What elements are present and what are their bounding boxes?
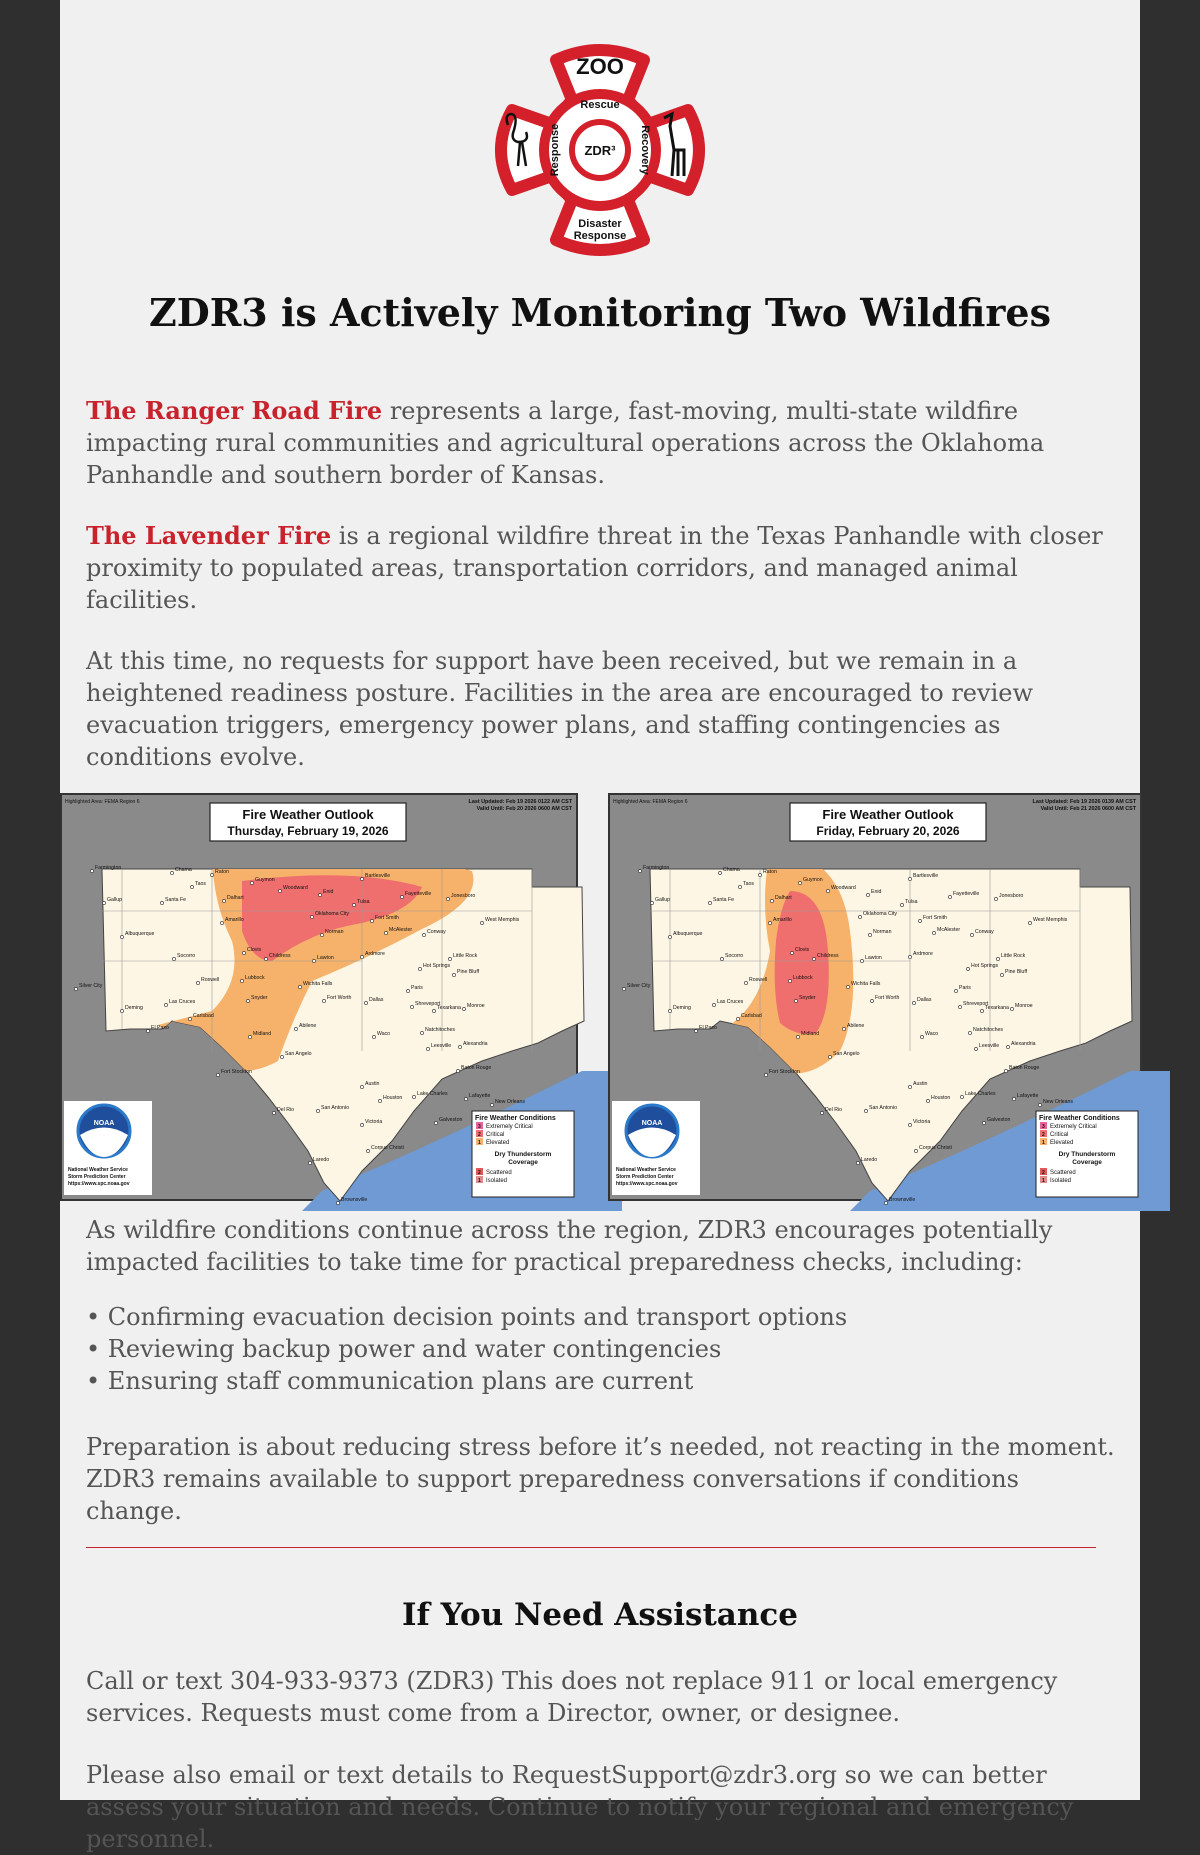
legend-label: Scattered: [1050, 1170, 1076, 1176]
city-label: Lafayette: [1017, 1093, 1039, 1099]
city-label: Taos: [195, 881, 206, 887]
city-label: Las Cruces: [717, 999, 744, 1005]
map-canvas: [610, 795, 1140, 1203]
map-title: Fire Weather Outlook: [822, 807, 954, 822]
closing-paragraph: Preparation is about reducing stress before it’s needed, not reacting in the moment. ZDR3 remains available to support preparedness conversations if conditions change.: [86, 1433, 1115, 1525]
city-label: Alexandria: [463, 1041, 488, 1047]
legend-code: 1: [478, 1140, 481, 1146]
city-label: McAlester: [389, 927, 413, 933]
city-label: El Paso: [151, 1025, 169, 1031]
city-label: Paris: [411, 985, 423, 991]
list-item: • Ensuring staff communication plans are current: [86, 1365, 1116, 1397]
city-label: Roswell: [201, 977, 220, 983]
legend-label: Elevated: [1050, 1140, 1074, 1146]
city-label: Oklahoma City: [863, 911, 898, 917]
city-label: Santa Fe: [165, 897, 187, 903]
city-label: Brownsville: [889, 1197, 916, 1203]
noaa-badge-text: NOAA: [93, 1120, 115, 1127]
lavender-fire-paragraph: [86, 520, 1116, 616]
city-label: El Paso: [699, 1025, 717, 1031]
legend-title: Fire Weather Conditions: [1039, 1115, 1120, 1122]
city-label: Dallas: [369, 997, 384, 1003]
city-label: Wichita Falls: [851, 981, 881, 987]
city-label: Enid: [871, 889, 882, 895]
legend-code: 1: [478, 1178, 481, 1184]
city-label: Las Cruces: [169, 999, 196, 1005]
fire-weather-map-friday: [608, 793, 1142, 1201]
city-label: Shreveport: [415, 1001, 441, 1007]
city-label: Laredo: [861, 1157, 878, 1163]
city-label: Austin: [365, 1081, 380, 1087]
city-label: Dallas: [917, 997, 932, 1003]
map-last-updated: Last Updated: Feb 19 2026 0139 AM CST: [1032, 799, 1136, 805]
city-label: New Orleans: [495, 1099, 525, 1105]
city-label: Tulsa: [357, 899, 370, 905]
map-date: Thursday, February 19, 2026: [227, 824, 389, 838]
city-label: Lafayette: [469, 1093, 491, 1099]
assistance-email-text: Please also email or text details to RequestSupport@zdr3.org so we can better assess your situation and needs. Continue to notify your regional and emergency personnel.: [86, 1761, 1074, 1853]
city-label: Carlsbad: [741, 1013, 762, 1019]
legend-code: 2: [478, 1170, 481, 1176]
city-label: Amarillo: [225, 917, 244, 923]
newsletter-page: [60, 0, 1140, 1853]
city-label: Woodward: [831, 885, 856, 891]
city-label: Raton: [763, 869, 777, 875]
city-label: Lubbock: [793, 975, 813, 981]
city-label: Brownsville: [341, 1197, 368, 1203]
city-label: Lubbock: [245, 975, 265, 981]
city-label: San Angelo: [833, 1051, 860, 1057]
map-header-left: Highlighted Area: FEMA Region 6: [613, 799, 688, 805]
status-paragraph: At this time, no requests for support have been received, but we remain in a heightened readiness posture. Facilities in the area are encouraged to review evacuation triggers, emergency power plans, and staffing contingencies as conditions evolve.: [86, 647, 1033, 771]
fire-name: The Lavender Fire: [86, 521, 332, 550]
city-label: San Antonio: [869, 1105, 897, 1111]
city-label: Woodward: [283, 885, 308, 891]
city-label: Shreveport: [963, 1001, 989, 1007]
city-label: Enid: [323, 889, 334, 895]
noaa-url: https://www.spc.noaa.gov: [616, 1181, 678, 1187]
ranger-road-fire-paragraph: [86, 395, 1116, 491]
city-label: Leesville: [431, 1043, 452, 1049]
logo-center-text: ZDR³: [584, 143, 616, 158]
city-label: Midland: [801, 1031, 820, 1037]
logo-response-text: Response: [549, 123, 561, 177]
city-label: Socorro: [177, 953, 196, 959]
legend-label: Isolated: [1050, 1178, 1072, 1184]
city-label: Waco: [377, 1031, 391, 1037]
city-label: Santa Fe: [713, 897, 735, 903]
city-label: Dalhart: [775, 895, 792, 901]
city-label: Ardmore: [365, 951, 385, 957]
city-label: Tulsa: [905, 899, 918, 905]
fire-name: The Ranger Road Fire: [86, 396, 383, 425]
city-label: Silver City: [79, 983, 103, 989]
city-label: Amarillo: [773, 917, 792, 923]
legend-label: Critical: [1050, 1132, 1069, 1138]
city-label: Del Rio: [277, 1107, 295, 1113]
city-label: Alexandria: [1011, 1041, 1036, 1047]
city-label: Baton Rouge: [1009, 1065, 1040, 1071]
map-legend: [1036, 1111, 1138, 1197]
city-label: Farmington: [95, 865, 122, 871]
city-label: Texarkana: [437, 1005, 461, 1011]
map-title: Fire Weather Outlook: [242, 807, 374, 822]
noaa-line1: National Weather Service: [68, 1167, 128, 1173]
logo-zoo-text: ZOO: [576, 54, 624, 79]
map-canvas: [62, 795, 576, 1203]
city-label: Fort Smith: [923, 915, 947, 921]
map-last-updated: Last Updated: Feb 19 2026 0122 AM CST: [468, 799, 572, 805]
fire-description: represents a large, fast-moving, multi-state wildfire impacting rural communities and agricultural operations across the Oklahoma Panhandle and southern border of Kansas.: [86, 397, 1045, 489]
fire-description: is a regional wildfire threat in the Texas Panhandle with closer proximity to populated areas, transportation corridors, and managed animal facilities.: [86, 522, 1103, 614]
city-label: Hot Springs: [423, 963, 451, 969]
city-label: Oklahoma City: [315, 911, 350, 917]
city-label: Fort Smith: [375, 915, 399, 921]
city-label: Deming: [673, 1005, 691, 1011]
city-label: Wichita Falls: [303, 981, 333, 987]
checks-intro: As wildfire conditions continue across the region, ZDR3 encourages potentially impacted facilities to take time for practical preparedness checks, including:: [86, 1216, 1053, 1276]
city-label: Farmington: [643, 865, 670, 871]
noaa-line2: Storm Prediction Center: [616, 1174, 674, 1180]
city-label: Roswell: [749, 977, 768, 983]
city-label: Albuquerque: [673, 931, 703, 937]
legend-code: 3: [478, 1124, 481, 1130]
city-label: Baton Rouge: [461, 1065, 492, 1071]
city-label: Chama: [175, 867, 192, 873]
city-label: Del Rio: [825, 1107, 843, 1113]
city-label: Fort Worth: [327, 995, 352, 1001]
city-label: Norman: [873, 929, 892, 935]
noaa-logo-icon: [64, 1101, 152, 1195]
noaa-badge-text: NOAA: [641, 1120, 663, 1127]
city-label: Snyder: [799, 995, 816, 1001]
city-label: West Memphis: [1033, 917, 1068, 923]
city-label: Guymon: [255, 877, 275, 883]
noaa-line2: Storm Prediction Center: [68, 1174, 126, 1180]
logo-disaster-text: Disaster: [578, 218, 622, 230]
city-label: Fayetteville: [953, 891, 980, 897]
legend-code: 3: [1042, 1124, 1045, 1130]
city-label: Fort Stockton: [221, 1069, 252, 1075]
city-label: Natchitoches: [973, 1027, 1003, 1033]
city-label: Midland: [253, 1031, 272, 1037]
map-legend: [472, 1111, 574, 1197]
legend-title: Fire Weather Conditions: [475, 1115, 556, 1122]
map-valid-until: Valid Until: Feb 21 2026 0600 AM CST: [1040, 806, 1136, 812]
city-label: Galveston: [439, 1117, 463, 1123]
city-label: Clovis: [247, 947, 262, 953]
city-label: Fort Worth: [875, 995, 900, 1001]
city-label: Bartlesville: [913, 873, 939, 879]
city-label: Texarkana: [985, 1005, 1009, 1011]
city-label: Silver City: [627, 983, 651, 989]
city-label: Monroe: [467, 1003, 485, 1009]
city-label: Albuquerque: [125, 931, 155, 937]
city-label: Fayetteville: [405, 891, 432, 897]
city-label: Gallup: [107, 897, 122, 903]
list-item: • Reviewing backup power and water contingencies: [86, 1333, 1116, 1365]
assistance-call-text: Call or text 304-933-9373 (ZDR3) This does not replace 911 or local emergency services. Requests must come from a Director, owner, or designee.: [86, 1667, 1058, 1727]
noaa-url: https://www.spc.noaa.gov: [68, 1181, 130, 1187]
city-label: Pine Bluff: [457, 969, 480, 975]
logo-recovery-text: Recovery: [639, 125, 651, 175]
city-label: Childress: [817, 953, 839, 959]
city-label: Chama: [723, 867, 740, 873]
city-label: Abilene: [299, 1023, 317, 1029]
page-title: ZDR3 is Actively Monitoring Two Wildfires: [149, 290, 1051, 335]
map-valid-until: Valid Until: Feb 20 2026 0600 AM CST: [476, 806, 572, 812]
maltese-cross-logo: [478, 30, 722, 270]
city-label: Gallup: [655, 897, 670, 903]
map-date: Friday, February 20, 2026: [816, 824, 960, 838]
legend-code: 2: [478, 1132, 481, 1138]
city-label: Childress: [269, 953, 291, 959]
noaa-line1: National Weather Service: [616, 1167, 676, 1173]
city-label: Corpus Christi: [371, 1145, 404, 1151]
city-label: San Angelo: [285, 1051, 312, 1057]
legend-label: Critical: [486, 1132, 505, 1138]
legend-label: Scattered: [486, 1170, 512, 1176]
city-label: Conway: [427, 929, 446, 935]
city-label: Carlsbad: [193, 1013, 214, 1019]
city-label: Lawton: [317, 955, 334, 961]
city-label: Raton: [215, 869, 229, 875]
city-label: Natchitoches: [425, 1027, 455, 1033]
city-label: Jonesboro: [451, 893, 476, 899]
city-label: Lawton: [865, 955, 882, 961]
city-label: Deming: [125, 1005, 143, 1011]
legend-code: 2: [1042, 1132, 1045, 1138]
assistance-heading: If You Need Assistance: [401, 1597, 799, 1633]
city-label: Monroe: [1015, 1003, 1033, 1009]
city-label: Dalhart: [227, 895, 244, 901]
logo-response2-text: Response: [573, 230, 627, 242]
city-label: Victoria: [365, 1119, 383, 1125]
fire-weather-map-thursday: [60, 793, 578, 1201]
city-label: Lake Charles: [417, 1091, 448, 1097]
city-label: Socorro: [725, 953, 744, 959]
city-label: McAlester: [937, 927, 961, 933]
city-label: Clovis: [795, 947, 810, 953]
city-label: Ardmore: [913, 951, 933, 957]
city-label: Guymon: [803, 877, 823, 883]
legend-label: Extremely Critical: [486, 1124, 533, 1130]
logo-rescue-text: Rescue: [580, 99, 620, 111]
city-label: San Antonio: [321, 1105, 349, 1111]
map-header-left: Highlighted Area: FEMA Region 6: [65, 799, 140, 805]
city-label: Hot Springs: [971, 963, 999, 969]
legend-dry-title: Coverage: [508, 1159, 538, 1166]
city-label: Taos: [743, 881, 754, 887]
city-label: Corpus Christi: [919, 1145, 952, 1151]
city-label: Little Rock: [1001, 953, 1026, 959]
zdr3-logo: [60, 30, 1140, 270]
legend-dry-title: Dry Thunderstorm: [494, 1151, 552, 1158]
city-label: Little Rock: [453, 953, 478, 959]
legend-dry-title: Coverage: [1072, 1159, 1102, 1166]
city-label: Fort Stockton: [769, 1069, 800, 1075]
city-label: Austin: [913, 1081, 928, 1087]
city-label: Jonesboro: [999, 893, 1024, 899]
city-label: Leesville: [979, 1043, 1000, 1049]
noaa-logo-icon: [612, 1101, 700, 1195]
city-label: Waco: [925, 1031, 939, 1037]
legend-label: Extremely Critical: [1050, 1124, 1097, 1130]
city-label: Laredo: [313, 1157, 330, 1163]
section-divider: [86, 1547, 1096, 1548]
legend-label: Elevated: [486, 1140, 510, 1146]
city-label: Norman: [325, 929, 344, 935]
legend-code: 2: [1042, 1170, 1045, 1176]
city-label: Galveston: [987, 1117, 1011, 1123]
city-label: Paris: [959, 985, 971, 991]
city-label: Abilene: [847, 1023, 865, 1029]
city-label: Lake Charles: [965, 1091, 996, 1097]
city-label: New Orleans: [1043, 1099, 1073, 1105]
city-label: Pine Bluff: [1005, 969, 1028, 975]
city-label: Victoria: [913, 1119, 931, 1125]
legend-code: 1: [1042, 1140, 1045, 1146]
legend-label: Isolated: [486, 1178, 508, 1184]
city-label: West Memphis: [485, 917, 520, 923]
city-label: Conway: [975, 929, 994, 935]
list-item: • Confirming evacuation decision points and transport options: [86, 1301, 1116, 1333]
legend-dry-title: Dry Thunderstorm: [1058, 1151, 1116, 1158]
city-label: Snyder: [251, 995, 268, 1001]
city-label: Houston: [931, 1095, 951, 1101]
city-label: Houston: [383, 1095, 403, 1101]
legend-code: 1: [1042, 1178, 1045, 1184]
preparedness-checklist: [86, 1301, 1116, 1397]
city-label: Bartlesville: [365, 873, 391, 879]
